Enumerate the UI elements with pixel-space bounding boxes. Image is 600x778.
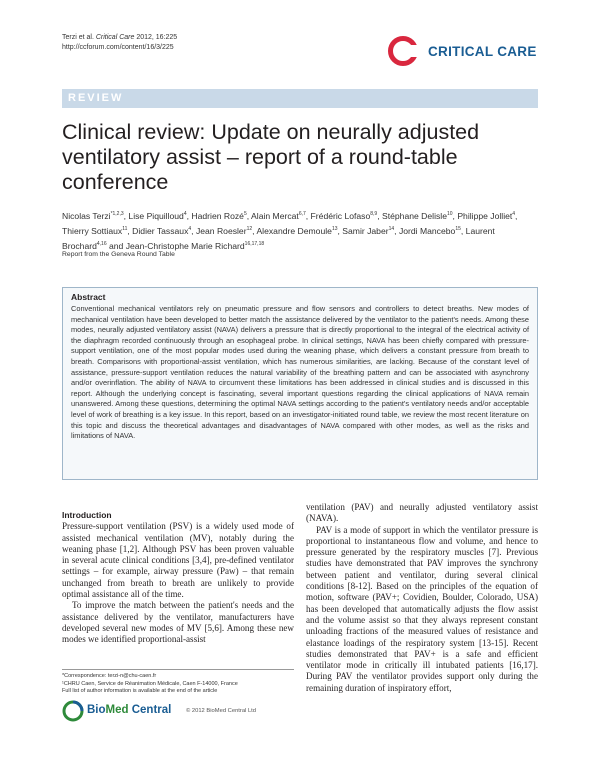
author-name: Samir Jaber <box>342 225 389 236</box>
article-type-banner: REVIEW <box>62 89 538 108</box>
author-separator: , <box>337 225 343 236</box>
author-name: Alexandre Demoule <box>256 225 332 236</box>
intro-paragraph-1: Pressure-support ventilation (PSV) is a widely used mode of assisted mechanical ventilation (MV), notably during the weaning phase [1,2]. Although PSV has been proven valuable in several acute clinical conditions [3,4], pre-defined ventilator settings – for example, airway pressure (Paw) – that remain unchanged from breath to breath are unlikely to provide optimal assistance all of the time. <box>62 521 294 600</box>
affiliation-note: ¹CHRU Caen, Service de Réanimation Médicale, Caen F-14000, France <box>62 680 238 687</box>
publisher-footer <box>62 697 294 725</box>
author-list <box>62 208 540 253</box>
abstract-box <box>62 287 538 480</box>
author-separator: , <box>252 225 257 236</box>
publisher-bio: Bio <box>87 704 106 716</box>
author-affiliation-marker: 15 <box>455 225 461 232</box>
author-name: Frédéric Lofaso <box>310 210 371 221</box>
author-affiliation-marker: 4 <box>188 225 192 232</box>
author-name: Jordi Mancebo <box>398 225 456 236</box>
author-name: Jean-Christophe Marie Richard <box>125 240 245 251</box>
copyright-notice: © 2012 BioMed Central Ltd <box>186 708 257 714</box>
author-name: Alain Mercat <box>251 210 299 221</box>
author-affiliation-marker: 10 <box>446 211 453 217</box>
author-affiliation-marker: 8,9 <box>370 211 378 217</box>
author-separator: , <box>515 210 518 221</box>
author-affiliation-marker: 6,7 <box>298 211 306 217</box>
author-separator: , <box>305 210 311 221</box>
author-affiliation-marker: 16,17,18 <box>244 240 265 247</box>
author-name: Didier Tassaux <box>132 225 189 236</box>
journal-c-logo-icon <box>388 36 422 66</box>
journal-logo <box>388 36 548 66</box>
author-separator: , <box>127 225 133 236</box>
journal-logo-text: CRITICAL CARE <box>428 44 537 59</box>
author-separator: , <box>394 225 399 236</box>
author-separator: , <box>452 210 458 221</box>
author-name: Hadrien Rozé <box>191 210 244 221</box>
publisher-med: Med <box>105 704 129 716</box>
author-name: Thierry Sottiaux <box>62 225 123 236</box>
author-affiliation-marker: 4 <box>512 211 516 217</box>
biomed-central-logo-icon <box>62 700 84 722</box>
author-name: Laurent Brochard <box>62 225 495 251</box>
author-affiliation-marker: 14 <box>388 225 395 232</box>
author-name: Jean Roesler <box>195 225 247 236</box>
publisher-name <box>87 704 171 716</box>
citation-journal: Critical Care <box>95 34 135 41</box>
author-name: Stéphane Delisle <box>382 210 447 221</box>
author-name: Lise Piquilloud <box>128 210 184 221</box>
author-affiliation-marker: 4,16 <box>96 240 107 247</box>
author-separator: , <box>191 225 196 236</box>
author-separator: , <box>123 210 129 221</box>
correspondence-note: *Correspondence: terzi-n@chu-caen.fr <box>62 673 157 679</box>
author-affiliation-marker: 13 <box>331 225 338 232</box>
author-separator: and <box>106 240 126 251</box>
left-column <box>62 510 294 646</box>
citation-rest: 2012, 16:225 <box>134 34 178 41</box>
author-info-note: Full list of author information is available at the end of the article <box>62 688 218 694</box>
right-paragraph-1: ventilation (PAV) and neurally adjusted ventilatory assist (NAVA). <box>306 502 538 524</box>
author-name: Nicolas Terzi <box>62 210 111 221</box>
article-title: Clinical review: Update on neurally adjusted ventilatory assist – report of a round-table conference <box>62 120 480 194</box>
citation-authors: Terzi et al. <box>62 34 96 41</box>
abstract-heading: Abstract <box>71 292 106 302</box>
running-header-citation <box>62 33 177 42</box>
author-separator: , <box>460 225 466 236</box>
introduction-heading: Introduction <box>62 510 112 520</box>
author-separator: , <box>377 210 382 221</box>
publisher-central: Central <box>128 704 172 716</box>
footnotes <box>62 669 294 696</box>
intro-paragraph-2: To improve the match between the patient's needs and the assistance delivered by the ventilator, manufacturers have developed several new modes of MV [5,6]. Among these new modes we identified proportional-assist <box>62 600 294 645</box>
abstract-text: Conventional mechanical ventilators rely on pneumatic pressure and flow sensors and controllers to detect breaths. New modes of mechanical ventilation have been developed to better match the assistance delivered by the ventilator to the patient's needs. Among these modes, neurally adjusted ventilatory assist (NAVA) delivers a pressure that is directly proportional to the integral of the electrical activity of the diaphragm recorded continuously through an esophageal probe. In clinical settings, NAVA has been chiefly compared with pressure-support ventilation, one of the most popular modes used during the weaning phase, which delivers a constant pressure from breath to breath. Comparisons with proportional-assist ventilation, which has numerous similarities, are lacking. Because of the constant level of assistance, pressure-support ventilation reduces the natural variability of the breathing pattern and can be associated with asynchrony and/or overinflation. The ability of NAVA to circumvent these limitations has been addressed in clinical studies and is discussed in this report. Although the underlying concept is fascinating, several important questions regarding the clinical applications of NAVA remain unanswered. Among these questions, determining the optimal NAVA settings according to the patient's ventilatory needs and/or acceptable level of work of breathing is a key issue. In this report, based on an investigator-initiated round table, we review the most recent literature on this topic and discuss the theoretical advantages and disadvantages of NAVA compared with other modes, as well as the risks and limitations of NAVA. <box>71 304 529 441</box>
author-separator: , <box>246 210 252 221</box>
author-affiliation-marker: 5 <box>243 211 247 217</box>
author-affiliation-marker: *1,2,3 <box>110 211 124 217</box>
author-affiliation-marker: 11 <box>122 225 128 232</box>
author-name: Philippe Jolliet <box>457 210 513 221</box>
article-url[interactable]: http://ccforum.com/content/16/3/225 <box>62 44 174 51</box>
author-separator: , <box>186 210 192 221</box>
author-affiliation-marker: 4 <box>183 211 187 217</box>
right-column <box>306 502 538 694</box>
author-affiliation-marker: 12 <box>246 225 253 232</box>
report-note: Report from the Geneva Round Table <box>62 251 175 258</box>
right-paragraph-2: PAV is a mode of support in which the ventilator pressure is proportional to instantaneous flow and volume, and hence to pressure generated by the respiratory muscles [7]. Previous studies have demonstrated that PAV improves the synchrony between patient and ventilator, during several clinical conditions [8-12]. Based on the principles of the equation of motion, software (PAV+; Covidien, Boulder, Colorado, USA) has been developed that automatically adjusts the flow assist and the volume assist so that they always represent constant unloading fractions of the measured values of resistance and elastance loadings of the respiratory system [13-15]. Recent studies demonstrated that PAV+ is a safe and efficient ventilator mode in critically ill intubated patients [16,17]. During PAV the ventilator provides support only during the remaining duration of inspiratory effort, <box>306 524 538 693</box>
